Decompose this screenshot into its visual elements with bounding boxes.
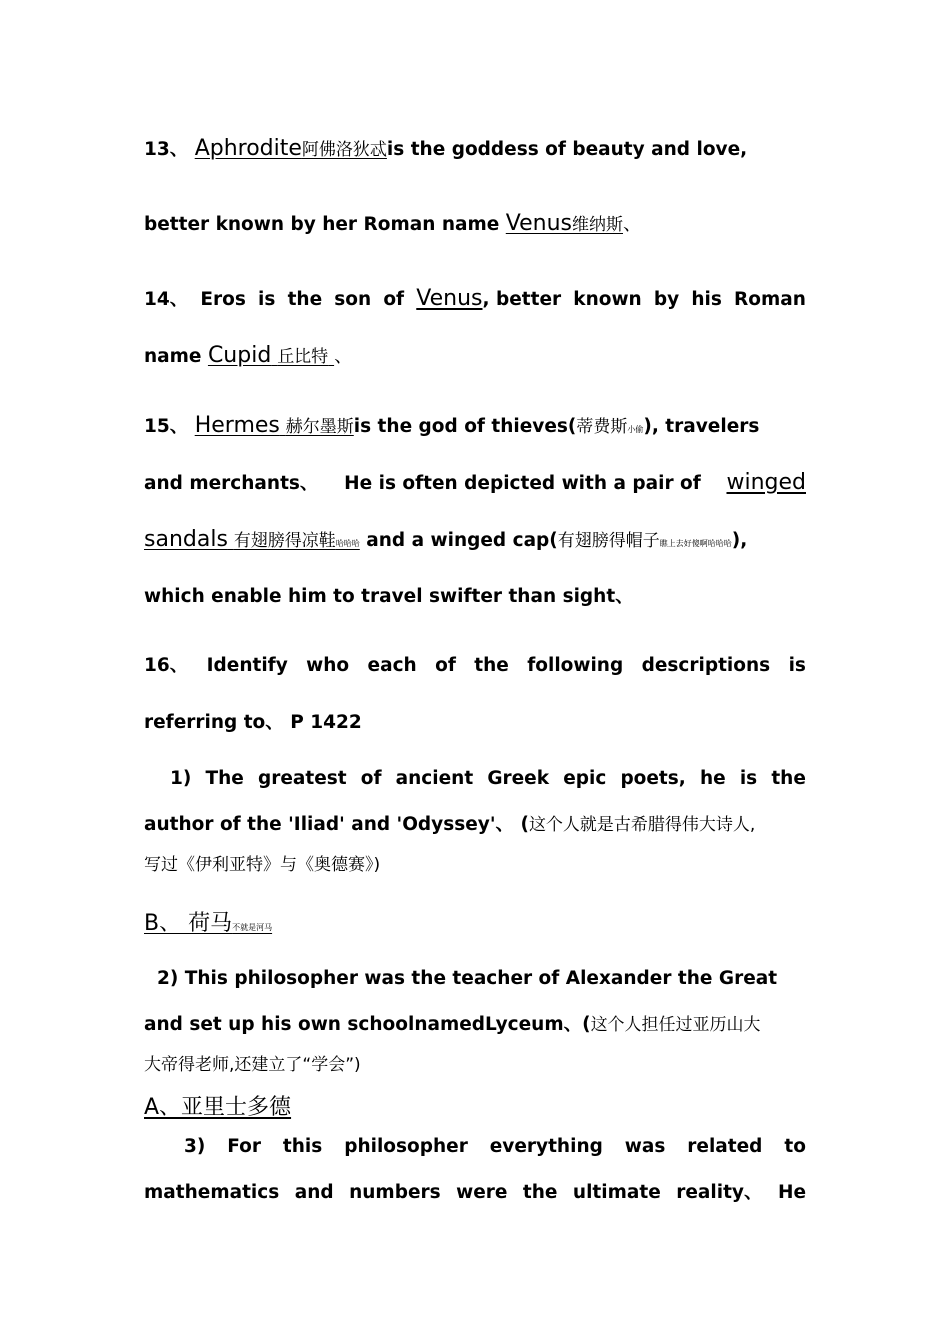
item3-word: He bbox=[777, 1182, 806, 1203]
q14-answer-cupid: Cupid 丘比特 bbox=[207, 343, 329, 368]
q14-name-label: name bbox=[144, 346, 202, 367]
q16-item2-line-3: 大帝得老师,还建立了“学会”) bbox=[144, 1055, 361, 1075]
q15-number: 15、 bbox=[144, 416, 189, 437]
item1-word: he bbox=[699, 768, 726, 789]
q14-word: of bbox=[383, 289, 405, 310]
q16-item1-line-1 bbox=[170, 770, 806, 789]
q16-word: who bbox=[306, 655, 350, 676]
q13-number: 13、 bbox=[144, 139, 189, 160]
item3-word: ultimate bbox=[572, 1182, 661, 1203]
item3-word: 3) bbox=[184, 1136, 206, 1157]
q16-line-2 bbox=[144, 714, 806, 733]
item1-word: Greek bbox=[487, 768, 550, 789]
q16-word: of bbox=[435, 655, 456, 676]
item1-word: poets, bbox=[620, 768, 686, 789]
q14-word: , better bbox=[482, 289, 562, 310]
q14-number: 14、 bbox=[144, 289, 189, 310]
q15-text-1: is the god of thieves( bbox=[353, 416, 577, 437]
q15-line-4 bbox=[144, 588, 806, 607]
q16-item2-answer: A、亚里士多德 bbox=[144, 1095, 292, 1120]
q15-answer-sandals: sandals 有翅膀得凉鞋哈哈哈 bbox=[144, 527, 360, 552]
q13-text-2: better known by her Roman name bbox=[144, 214, 500, 235]
q14-line-1 bbox=[144, 288, 806, 310]
q16-word: is bbox=[788, 655, 806, 676]
q14-word: by bbox=[653, 289, 680, 310]
q16-word: descriptions bbox=[641, 655, 771, 676]
q14-line-2 bbox=[144, 345, 806, 367]
q16-number: 16、 bbox=[144, 655, 189, 676]
item3-word: were bbox=[456, 1182, 508, 1203]
q14-word: Eros bbox=[200, 289, 246, 310]
q14-answer-venus: Venus bbox=[416, 286, 483, 311]
q13-answer-venus: Venus维纳斯 bbox=[505, 211, 623, 236]
q16-word: Identify bbox=[206, 655, 288, 676]
q13-answer-aphrodite: Aphrodite阿佛洛狄忒 bbox=[194, 136, 387, 161]
q13-text-1: is the goddess of beauty and love, bbox=[386, 139, 748, 160]
q14-word: son bbox=[334, 289, 372, 310]
q16-word: following bbox=[527, 655, 624, 676]
q16-item3-line-2 bbox=[144, 1184, 806, 1203]
item1-word: is bbox=[739, 768, 758, 789]
item1-word: of bbox=[360, 768, 382, 789]
item3-word: mathematics bbox=[144, 1182, 280, 1203]
q16-text-2: referring to、 P 1422 bbox=[144, 712, 362, 733]
q16-item2-line-1: 2) This philosopher was the teacher of Alexander the Great bbox=[157, 968, 778, 989]
item3-word: everything bbox=[489, 1136, 603, 1157]
q16-item1-answer: B、 荷马不就是河马 bbox=[144, 911, 273, 936]
q15-line-3: sandals 有翅膀得凉鞋哈哈哈 and a winged cap(有翅膀得帽子瞧上去好傻啊哈哈哈), bbox=[144, 527, 748, 552]
q15-answer-winged: winged bbox=[726, 470, 806, 495]
q15-text-2a: and merchants、 bbox=[144, 473, 319, 494]
item3-word: reality、 bbox=[676, 1182, 763, 1203]
q16-word: each bbox=[367, 655, 417, 676]
q14-word: is bbox=[258, 289, 276, 310]
q16-line-1 bbox=[144, 657, 806, 676]
q14-word: Roman bbox=[734, 289, 806, 310]
item1-word: ancient bbox=[395, 768, 474, 789]
q15-answer-hermes: Hermes 赫尔墨斯 bbox=[194, 413, 354, 438]
item3-word: was bbox=[624, 1136, 666, 1157]
item1-word: 1) bbox=[170, 768, 192, 789]
q16-item1-line-2: author of the 'Iliad' and 'Odyssey'、 (这个人就是古希腊得伟大诗人, bbox=[144, 814, 756, 835]
item3-word: the bbox=[522, 1182, 558, 1203]
item3-word: and bbox=[294, 1182, 334, 1203]
q15-text-2b: He is often depicted with a pair of bbox=[344, 473, 701, 494]
q13-line-1 bbox=[144, 138, 806, 160]
item3-word: related bbox=[687, 1136, 763, 1157]
q16-word: the bbox=[474, 655, 509, 676]
q16-item1-line-3: 写过《伊利亚特》与《奥德赛》) bbox=[144, 855, 381, 875]
item1-word: the bbox=[771, 768, 806, 789]
item1-word: epic bbox=[563, 768, 607, 789]
item3-word: numbers bbox=[349, 1182, 441, 1203]
item3-word: For bbox=[227, 1136, 261, 1157]
item3-word: to bbox=[784, 1136, 806, 1157]
item3-word: this bbox=[282, 1136, 323, 1157]
q13-end-mark: 、 bbox=[623, 214, 642, 235]
q16-item3-line-1 bbox=[184, 1138, 806, 1157]
q14-word: his bbox=[691, 289, 722, 310]
q15-text-4: which enable him to travel swifter than sight、 bbox=[144, 586, 634, 607]
q16-item2-line-2: and set up his own schoolnamedLyceum、(这个人担任过亚历山大 bbox=[144, 1014, 761, 1035]
q13-line-2 bbox=[144, 213, 806, 235]
q15-text-3: and a winged cap( bbox=[366, 530, 558, 551]
q15-line-2 bbox=[144, 472, 806, 494]
q14-word: the bbox=[287, 289, 323, 310]
item3-word: philosopher bbox=[344, 1136, 468, 1157]
q15-line-1: 15、 Hermes 赫尔墨斯is the god of thieves(蒂费斯小偷), travelers bbox=[144, 413, 760, 438]
item1-word: greatest bbox=[257, 768, 347, 789]
item1-word: The bbox=[205, 768, 244, 789]
q14-word: known bbox=[573, 289, 642, 310]
q14-end-mark: 、 bbox=[334, 346, 353, 367]
